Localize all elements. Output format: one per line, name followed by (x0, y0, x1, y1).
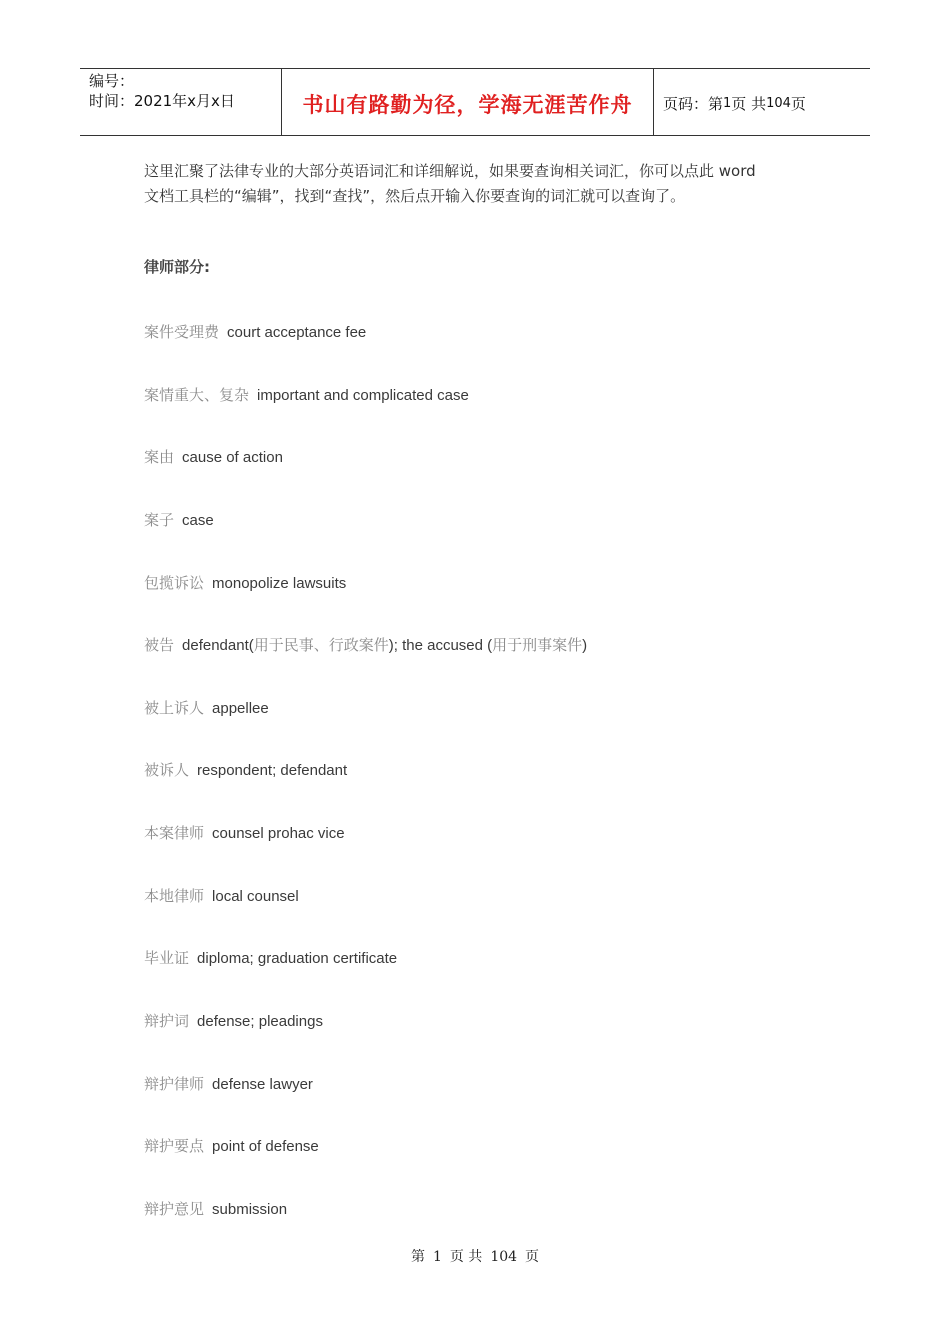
motto-text: 书山有路勤为径，学海无涯苦作舟 (302, 93, 633, 117)
glossary-entry (144, 759, 347, 780)
entry-chinese: 被上诉人 (144, 699, 205, 717)
entry-chinese: 辩护律师 (144, 1075, 205, 1093)
entry-chinese: 案子 (144, 511, 175, 529)
entry-english: submission (212, 1201, 288, 1218)
entry-chinese: 案件受理费 (144, 323, 220, 341)
entry-english: defense lawyer (212, 1076, 313, 1093)
entry-chinese: 被诉人 (144, 761, 190, 779)
entry-english-cont: ) (582, 637, 588, 654)
entry-chinese: 辩护意见 (144, 1200, 205, 1218)
footer-total: 104 (490, 1249, 518, 1265)
footer-mid: 页 共 (449, 1249, 483, 1265)
footer-prefix: 第 (410, 1249, 425, 1265)
page-total: 104 (766, 95, 791, 111)
glossary-entry (144, 697, 269, 718)
glossary-entry (144, 1010, 323, 1031)
entry-chinese: 辩护要点 (144, 1137, 205, 1155)
page-footer (0, 1246, 950, 1266)
page-number: 1 (723, 95, 732, 111)
entry-english: appellee (212, 700, 269, 717)
intro-paragraph (144, 159, 824, 209)
time-label: 时间：2021年x月x日 (89, 92, 235, 110)
entry-english: monopolize lawsuits (212, 575, 347, 592)
glossary-entry (144, 1073, 313, 1094)
serial-number-label: 编号： (89, 72, 135, 90)
entry-chinese: 本地律师 (144, 887, 205, 905)
header-meta-cell (80, 69, 281, 135)
glossary-entry (144, 572, 346, 593)
entry-english: respondent; defendant (197, 762, 348, 779)
entry-chinese-note: 用于民事、行政案件 (253, 636, 389, 654)
entry-english: case (182, 512, 214, 529)
entry-chinese: 包揽诉讼 (144, 574, 205, 592)
entry-chinese: 被告 (144, 636, 175, 654)
entry-english: cause of action (182, 449, 283, 466)
footer-suffix: 页 (525, 1249, 540, 1265)
entry-english: diploma; graduation certificate (197, 950, 398, 967)
header-page-cell (654, 69, 870, 135)
entry-english: court acceptance fee (227, 324, 367, 341)
glossary-entry (144, 822, 345, 843)
entry-english: defendant( (182, 637, 254, 654)
entry-chinese: 案由 (144, 448, 175, 466)
entry-english-cont: ); the accused ( (388, 637, 493, 654)
entry-chinese: 本案律师 (144, 824, 205, 842)
entry-english: local counsel (212, 888, 299, 905)
section-title: 律师部分: (144, 258, 210, 276)
entry-english: important and complicated case (257, 387, 469, 404)
glossary-entry (144, 321, 366, 342)
glossary-entry (144, 1198, 287, 1219)
glossary-entry (144, 446, 283, 467)
intro-line-2: 文档工具栏的“编辑”，找到“查找”，然后点开输入你要查询的词汇就可以查询了。 (144, 187, 686, 205)
entry-chinese: 案情重大、复杂 (144, 386, 250, 404)
glossary-entry (144, 509, 214, 530)
document-header (80, 68, 870, 136)
header-motto-cell (281, 69, 654, 135)
glossary-entry (144, 1135, 319, 1156)
page-suffix: 页 (790, 94, 806, 113)
glossary-entry (144, 947, 397, 968)
entry-chinese-note: 用于刑事案件 (492, 636, 583, 654)
intro-line-1: 这里汇聚了法律专业的大部分英语词汇和详细解说，如果要查询相关词汇，你可以点此 word (144, 162, 756, 180)
glossary-entry (144, 634, 587, 655)
glossary-entry (144, 885, 299, 906)
glossary-entry (144, 384, 469, 405)
entry-english: point of defense (212, 1138, 319, 1155)
entry-english: counsel prohac vice (212, 825, 345, 842)
entry-english: defense; pleadings (197, 1013, 323, 1030)
entry-chinese: 毕业证 (144, 949, 190, 967)
page-prefix: 页码：第 (663, 94, 724, 113)
footer-page-number: 1 (432, 1249, 442, 1265)
page-mid: 页 共 (731, 94, 767, 113)
entry-chinese: 辩护词 (144, 1012, 190, 1030)
